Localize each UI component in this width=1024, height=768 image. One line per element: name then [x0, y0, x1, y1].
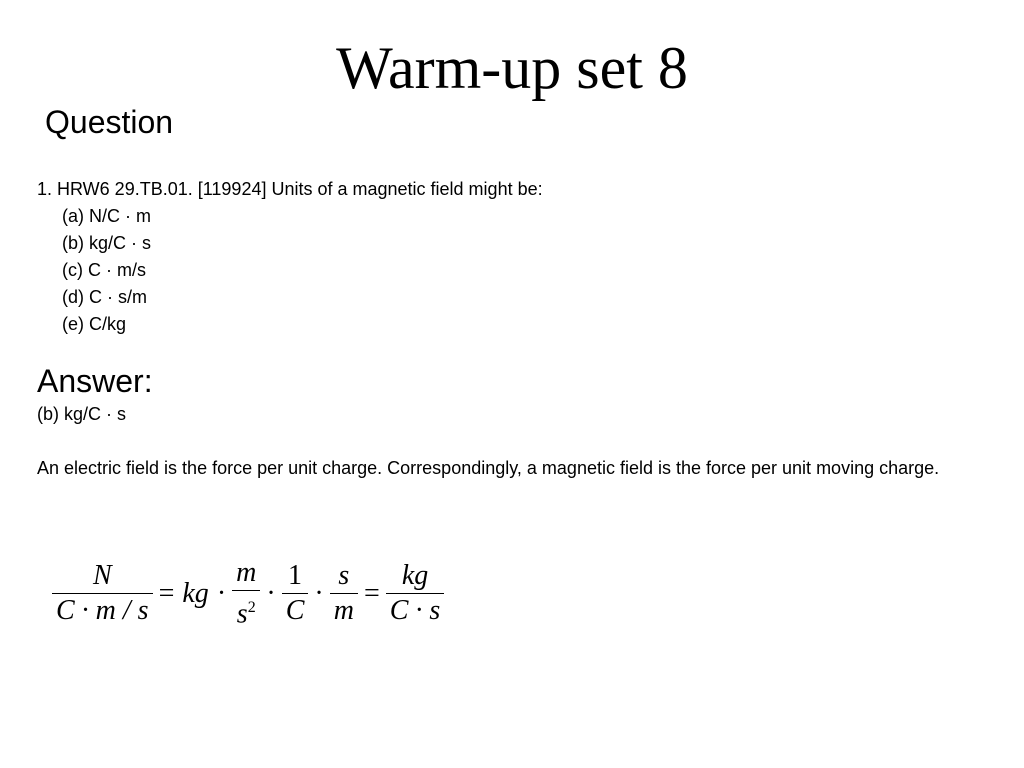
equals-sign: =: [158, 577, 175, 609]
fraction-numerator: N: [92, 560, 112, 592]
fraction-denominator: [233, 591, 260, 631]
fraction-numerator: s: [338, 560, 350, 592]
question-heading: Question: [45, 104, 174, 140]
fraction-denominator: m: [333, 595, 354, 627]
option-d: (d) C · s/m: [62, 287, 147, 307]
fraction-s-over-m: [330, 559, 358, 628]
fraction-numerator: 1: [288, 560, 303, 592]
option-e: (e) C/kg: [62, 314, 127, 334]
denominator-exponent: 2: [247, 599, 256, 616]
fraction-1-over-c: [282, 559, 309, 628]
fraction-n-over-cms: [52, 559, 153, 628]
answer-choice: (b) kg/C · s: [37, 404, 127, 424]
slide-title: Warm-up set 8: [336, 35, 688, 101]
explanation-text: An electric field is the force per unit charge. Correspondingly, a magnetic field is the force per unit moving charge.: [37, 458, 940, 478]
units-equation: [50, 556, 446, 631]
answer-heading: Answer:: [37, 363, 153, 399]
fraction-m-over-s2: [232, 556, 260, 631]
dot-operator: ·: [314, 577, 324, 609]
equals-sign: =: [363, 577, 380, 609]
option-c: (c) C · m/s: [62, 260, 146, 280]
fraction-numerator: kg: [401, 560, 429, 592]
dot-operator: ·: [266, 577, 276, 609]
fraction-denominator: C · s: [389, 595, 441, 627]
answer-options-list: [62, 203, 151, 338]
dot-operator: ·: [216, 577, 227, 609]
option-a: (a) N/C · m: [62, 206, 151, 226]
fraction-denominator: C · m / s: [56, 595, 149, 627]
fraction-kg-over-cs: [386, 559, 445, 628]
kg-term: kg: [182, 577, 209, 609]
denominator-base: s: [236, 598, 248, 630]
fraction-denominator: C: [285, 595, 305, 627]
fraction-numerator: m: [236, 557, 257, 588]
question-text: 1. HRW6 29.TB.01. [119924] Units of a magnetic field might be:: [37, 179, 543, 199]
option-b: (b) kg/C · s: [62, 233, 152, 253]
